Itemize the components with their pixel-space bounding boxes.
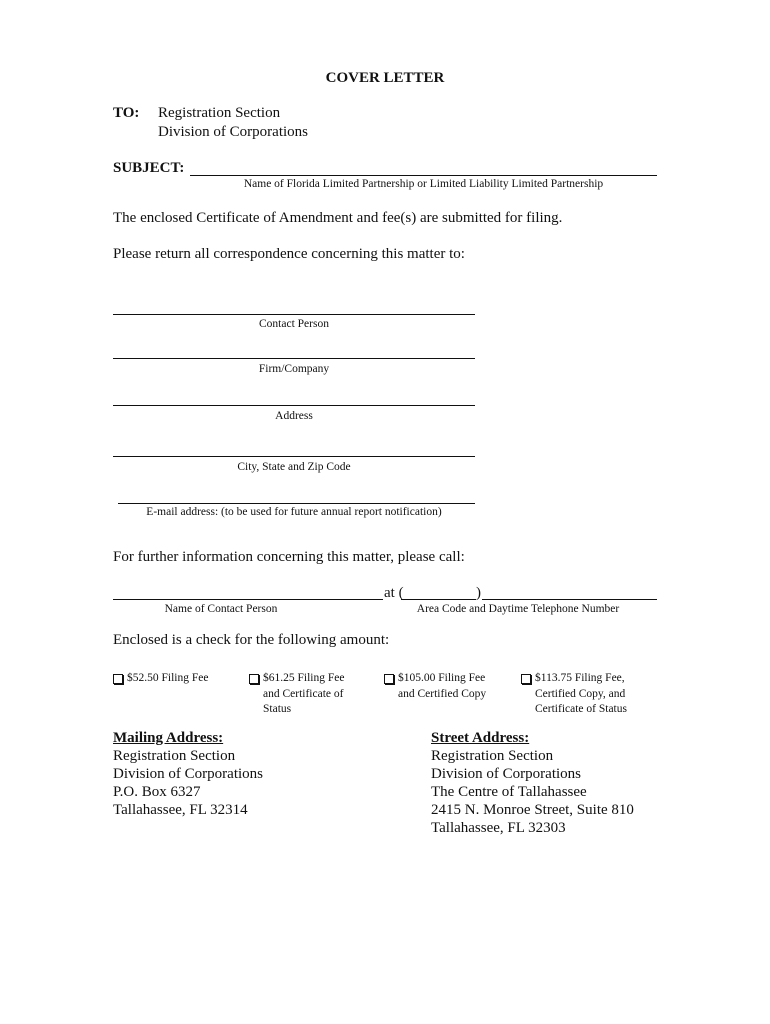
phone-at-label: at ( <box>384 585 404 601</box>
street-address-line: 2415 N. Monroe Street, Suite 810 <box>431 802 634 818</box>
check-paragraph: Enclosed is a check for the following amount: <box>113 632 390 648</box>
fee-option-61-25[interactable] <box>249 671 344 718</box>
street-address-line: Division of Corporations <box>431 766 581 782</box>
fee-option-52-50[interactable] <box>113 671 208 687</box>
contact-name-line[interactable] <box>113 599 383 600</box>
city-state-zip-line[interactable] <box>113 456 475 457</box>
checkbox-icon[interactable] <box>249 674 259 684</box>
fee-option-105-00[interactable] <box>384 671 486 702</box>
firm-company-caption: Firm/Company <box>258 363 330 375</box>
fee-option-label: $61.25 Filing Fee and Certificate of Status <box>263 672 345 715</box>
email-caption: E-mail address: (to be used for future annual report notification) <box>146 506 442 518</box>
fee-option-label: $52.50 Filing Fee <box>127 672 209 684</box>
to-recipient-line-1: Registration Section <box>158 105 281 121</box>
checkbox-icon[interactable] <box>384 674 394 684</box>
to-recipient-line-2: Division of Corporations <box>158 124 308 140</box>
contact-person-caption: Contact Person <box>259 318 329 330</box>
email-line[interactable] <box>118 503 475 504</box>
street-address-title: Street Address: <box>431 730 530 746</box>
firm-company-line[interactable] <box>113 358 475 359</box>
address-line[interactable] <box>113 405 475 406</box>
return-paragraph: Please return all correspondence concerning this matter to: <box>113 246 465 262</box>
phone-number-line[interactable] <box>482 599 657 600</box>
address-caption: Address <box>275 410 313 422</box>
phone-close-paren: ) <box>476 585 481 601</box>
checkbox-icon[interactable] <box>113 674 123 684</box>
street-address-line: Registration Section <box>431 748 554 764</box>
mailing-address-line: Division of Corporations <box>113 766 263 782</box>
street-address-line: Tallahassee, FL 32303 <box>431 820 566 836</box>
mailing-address-line: P.O. Box 6327 <box>113 784 201 800</box>
street-address-line: The Centre of Tallahassee <box>431 784 587 800</box>
contact-name-caption: Name of Contact Person <box>164 603 278 615</box>
phone-number-caption: Area Code and Daytime Telephone Number <box>416 603 620 615</box>
enclosed-paragraph: The enclosed Certificate of Amendment and fee(s) are submitted for filing. <box>113 210 563 226</box>
fee-option-label: $105.00 Filing Fee and Certified Copy <box>398 672 487 700</box>
mailing-address-block <box>113 730 263 819</box>
document-title: COVER LETTER <box>325 70 445 86</box>
street-address-block <box>431 730 634 837</box>
further-info-paragraph: For further information concerning this matter, please call: <box>113 549 465 565</box>
checkbox-icon[interactable] <box>521 674 531 684</box>
subject-label: SUBJECT: <box>113 160 185 176</box>
fee-option-label: $113.75 Filing Fee, Certified Copy, and Certificate of Status <box>535 672 627 715</box>
contact-person-line[interactable] <box>113 314 475 315</box>
subject-caption: Name of Florida Limited Partnership or Limited Liability Limited Partnership <box>243 178 604 190</box>
subject-blank-line[interactable] <box>190 175 657 176</box>
mailing-address-line: Registration Section <box>113 748 236 764</box>
mailing-address-line: Tallahassee, FL 32314 <box>113 802 248 818</box>
mailing-address-title: Mailing Address: <box>113 730 224 746</box>
fee-option-113-75[interactable] <box>521 671 627 718</box>
city-state-zip-caption: City, State and Zip Code <box>237 461 351 473</box>
to-label: TO: <box>113 105 140 121</box>
area-code-line[interactable] <box>401 599 476 600</box>
